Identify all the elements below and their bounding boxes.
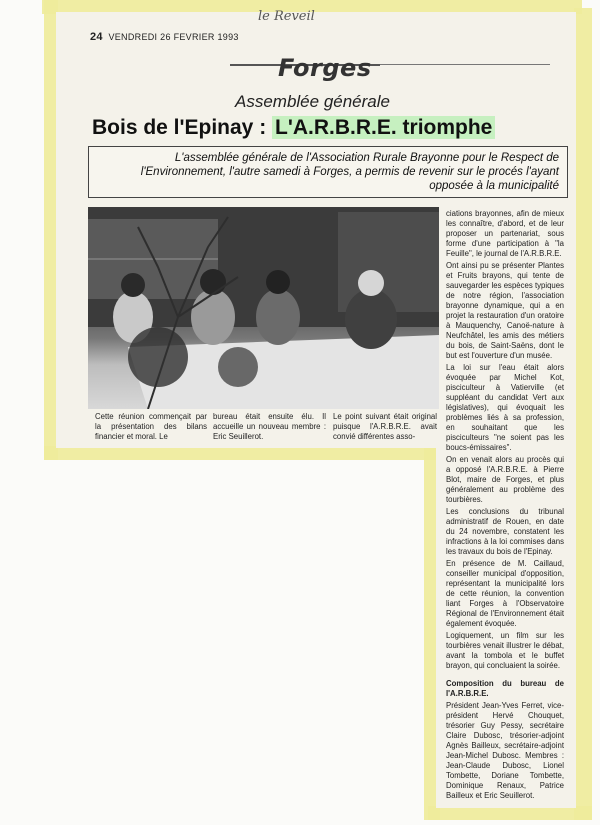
headline <box>92 116 495 140</box>
standfirst: L'assemblée générale de l'Association Rurale Brayonne pour le Respect de l'Environnement, l'autre samedi à Forges, a permis de revenir sur le procés l'ayant opposée à la municipalité <box>88 146 568 198</box>
issue-date: VENDREDI 26 FEVRIER 1993 <box>108 32 239 42</box>
paragraph: ciations brayonnes, afin de mieux les connaître, d'abord, et de leur proposer un partenariat, sous forme d'une participation à "la Feuille", le journal de l'A.R.B.R.E. <box>446 209 564 258</box>
headline-highlighted: L'A.R.B.R.E. triomphe <box>272 116 495 139</box>
kicker: Assemblée générale <box>235 92 390 111</box>
caption-2: bureau était ensuite élu. Il accueille un nouveau membre : Eric Seuillerot. <box>213 412 326 441</box>
paragraph: La loi sur l'eau était alors évoquée par Michel Kot, pisciculteur à Vatierville (et suppléant du candidat Vert aux législatives), qui évoquait les problèmes liés à sa profession, en souhaitant que les pisciculteurs "ne soient pas les boucs-émissaires". <box>446 363 564 452</box>
paragraph: Les conclusions du tribunal administratif de Rouen, en date du 24 novembre, constatent les infractions à la loi commises dans les travaux du bois de l'Epinay. <box>446 507 564 556</box>
tape-bottom <box>428 806 592 820</box>
caption-3: Le point suivant était original puisque l'A.R.B.R.E. avait convié différentes asso- <box>333 412 437 441</box>
paragraph: Ont ainsi pu se présenter Plantes et Fruits brayons, qui tente de sauvegarder les espèces typiques de notre région, l'association brayonne dynamique, qui a en projet la restauration d'un oratoire à Mauquenchy, Canoë-nature à Neufchâtel, les amis des métiers du bois, de Saint-Saëns, dont le but est l'ouverture d'un musée. <box>446 261 564 360</box>
rubric-rule-right <box>380 64 550 65</box>
caption-1: Cette réunion commençait par la présentation des bilans financier et moral. Le <box>95 412 207 441</box>
section-rubric: Forges <box>278 54 372 82</box>
paragraph: Logiquement, un film sur les tourbières venait illustrer le débat, avant la tombola et le buffet brayon, qui concluaient la soirée. <box>446 631 564 670</box>
tape-right <box>574 8 592 820</box>
headline-part-1: Bois de l'Epinay : <box>92 116 273 139</box>
meeting-photo <box>88 207 439 409</box>
paragraph: On en venait alors au procès qui a opposé l'A.R.B.R.E. à Pierre Blot, maire de Forges, et plus généralement au problème des tourbières. <box>446 455 564 504</box>
composition-text: Président Jean-Yves Ferret, vice-président Hervé Chouquet, trésorier Guy Pessy, secrétaire Claire Dubosc, trésorier-adjoint Agnès Bailleux, secrétaire-adjoint Jean-Michel Dubosc. Membres : Jean-Claude Dubosc, Lionel Tombette, Doriane Tombette, Dominique Renaux, Patrice Bailleux et Eric Seuillerot. <box>446 701 564 800</box>
handwritten-note: le Reveil <box>258 9 315 24</box>
photo-illustration <box>88 207 439 409</box>
page-header <box>90 31 239 43</box>
paragraph: En présence de M. Caillaud, conseiller municipal d'opposition, représentant la municipalité lors de cette réunion, la convention liant Forges à l'Observatoire Régional de l'Environnement était également évoquée. <box>446 559 564 628</box>
composition-heading: Composition du bureau de l'A.R.B.R.E. <box>446 679 564 698</box>
tape-middle <box>44 446 436 460</box>
article-column <box>446 209 564 803</box>
page-number: 24 <box>90 31 103 43</box>
